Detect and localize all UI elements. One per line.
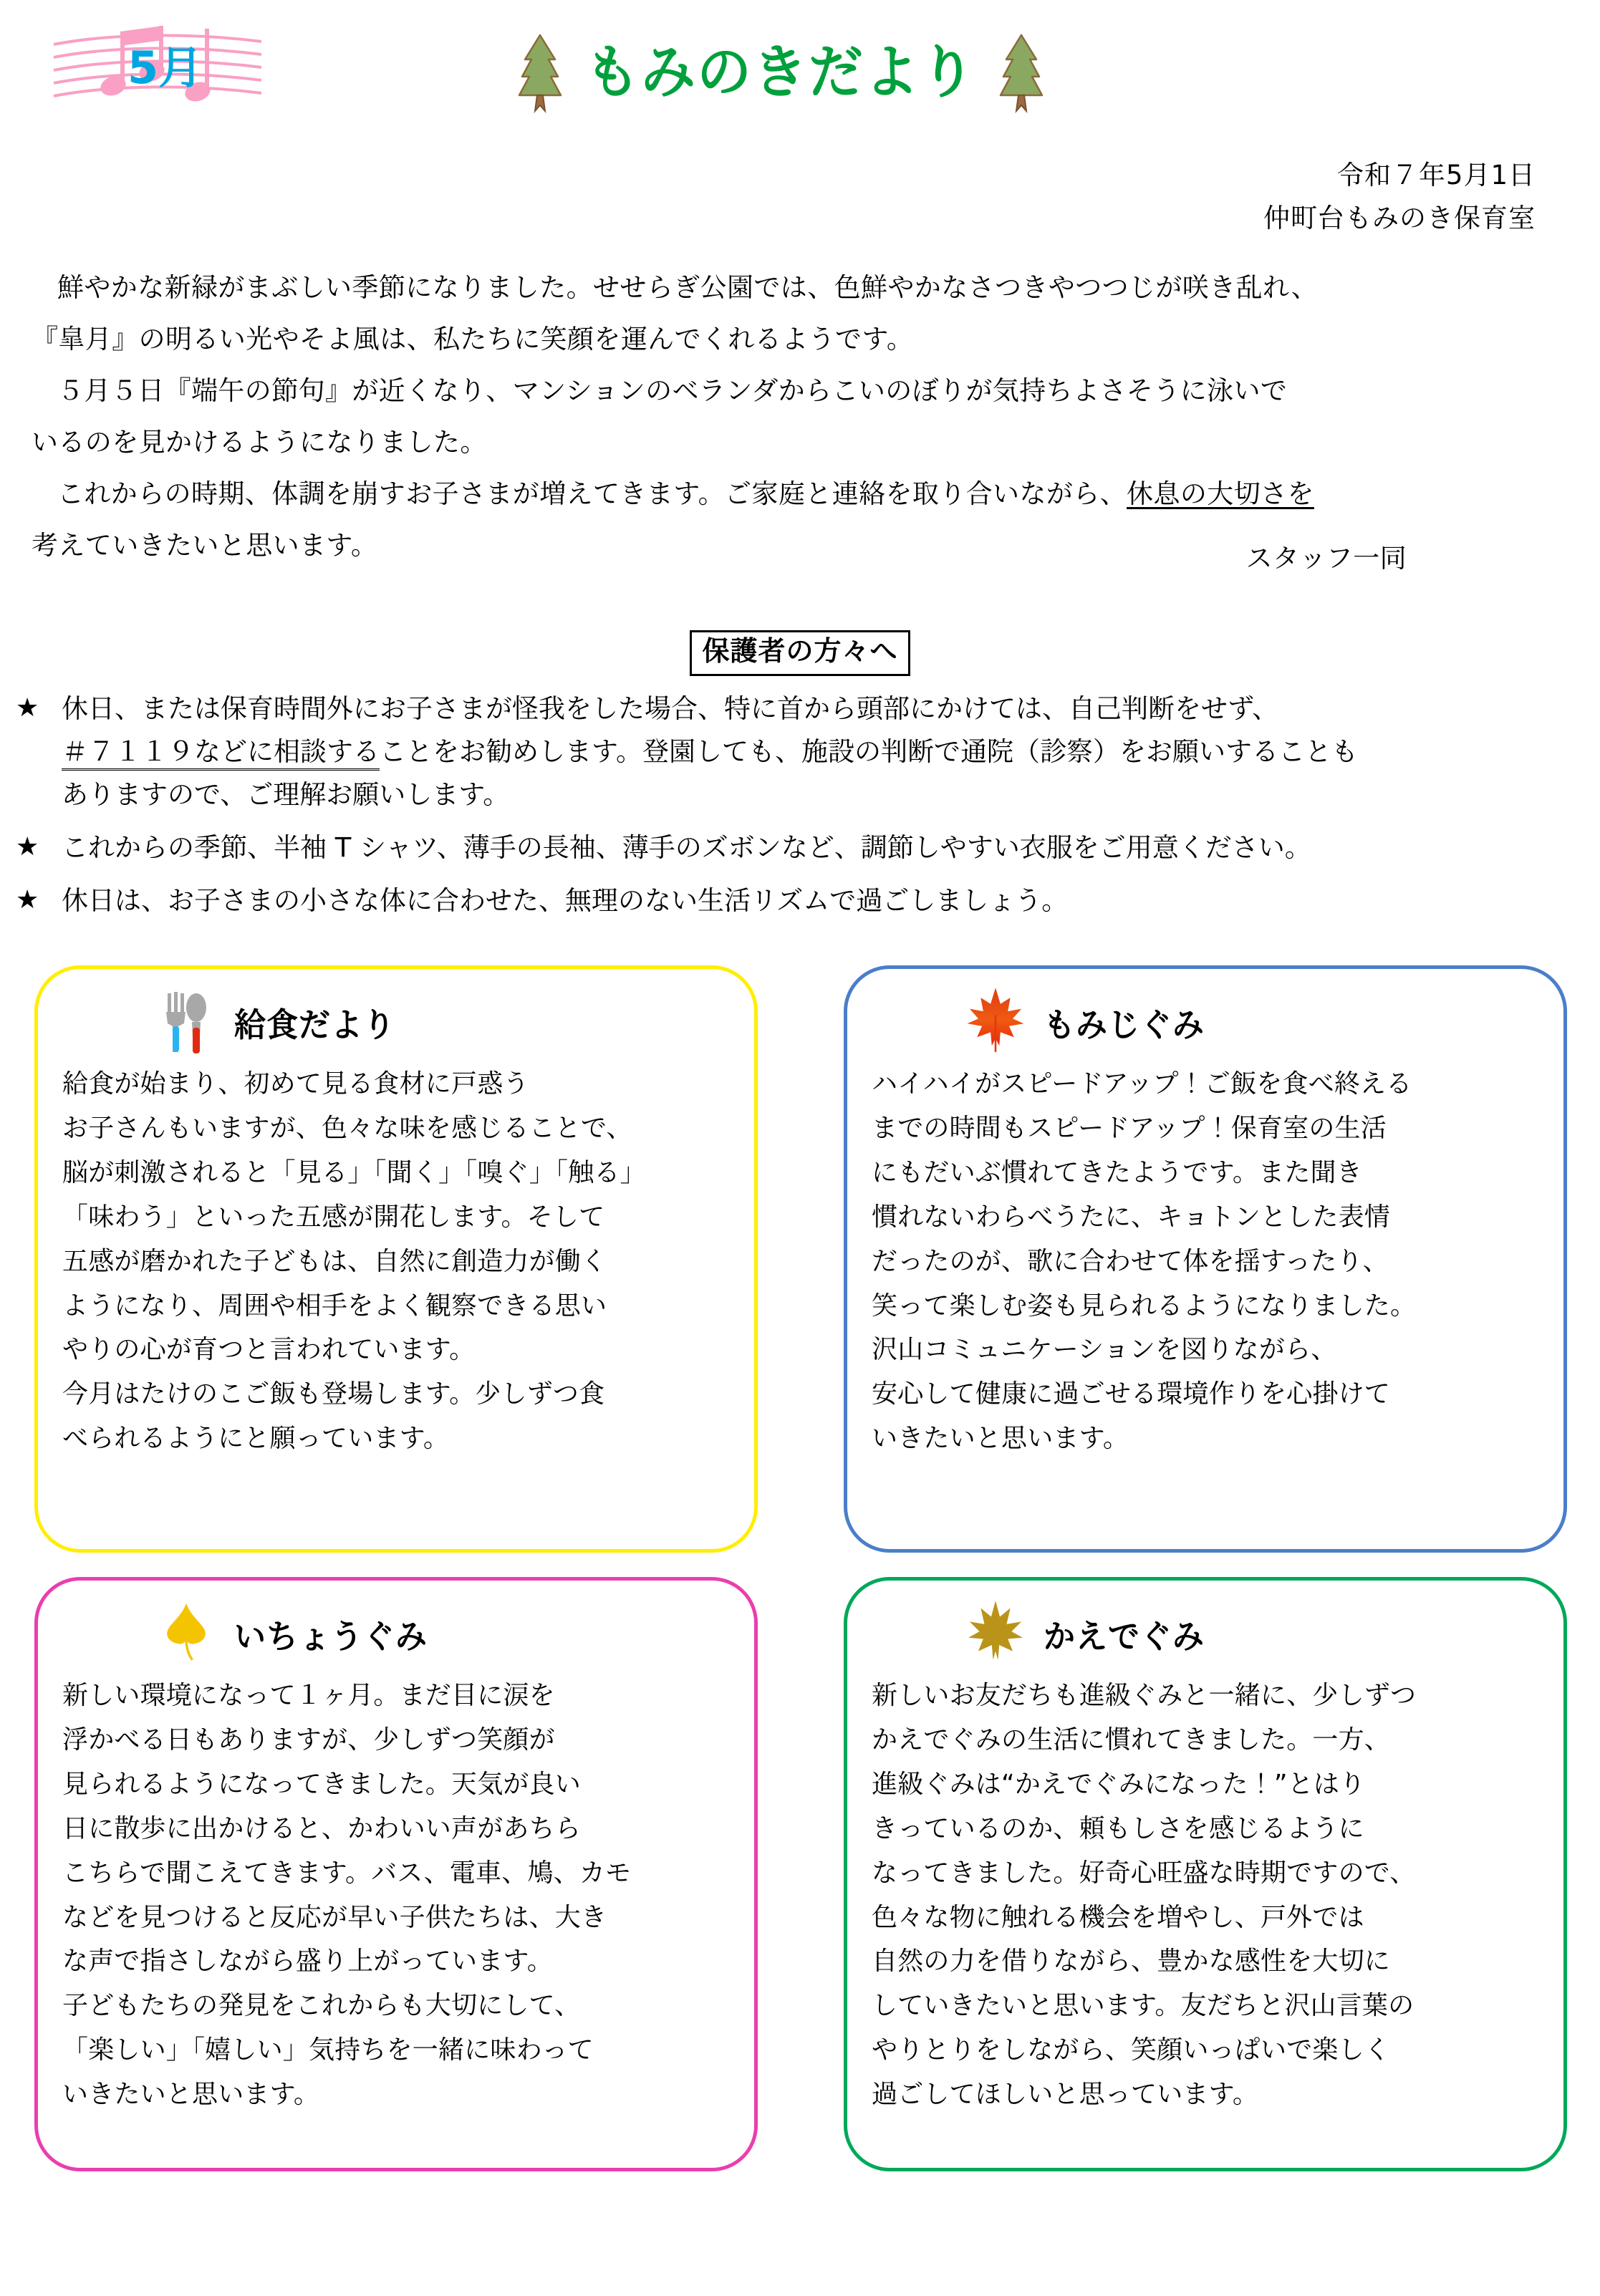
list-item [16, 879, 1584, 922]
list-item-body [62, 688, 1584, 816]
card-title: かえでぐみ [1044, 1618, 1205, 1656]
card-line: かえでぐみの生活に慣れてきました。一方、 [872, 1725, 1391, 1755]
notice-heading: 保護者の方々へ [690, 630, 910, 676]
card-line: 自然の力を借りながら、豊かな感性を大切に [872, 1947, 1391, 1977]
intro-p1-line2: 『皐月』の明るい光やそよ風は、私たちに笑顔を運んでくれるようです。 [32, 323, 914, 354]
card-line: 子どもたちの発見をこれからも大切にして、 [62, 1991, 581, 2021]
newsletter-title-block [501, 26, 1060, 119]
intro-paragraph-1 [32, 266, 1571, 309]
card-line: までの時間もスピードアップ！保育室の生活 [872, 1113, 1387, 1143]
card-line: やりとりをしながら、笑顔いっぱいで楽しく [872, 2035, 1391, 2065]
card-line: していきたいと思います。友だちと沢山言葉の [872, 1991, 1415, 2021]
card-line: 今月はたけのこご飯も登場します。少しずつ食 [62, 1379, 605, 1409]
intro-p2-line2: いるのを見かけるようになりました。 [32, 426, 487, 458]
card-line: な声で指さしながら盛り上がっています。 [62, 1947, 553, 1977]
intro-section [32, 266, 1571, 580]
card-line: 安心して健康に過ごせる環境作りを心掛けて [872, 1379, 1391, 1409]
card-line: 日に散歩に出かけると、かわいい声があちら [62, 1813, 582, 1843]
issue-date: 令和７年5月1日 [1336, 160, 1536, 190]
card-ichou [34, 1577, 758, 2171]
bullet-1-line-3: ありますので、ご理解お願いします。 [62, 778, 510, 810]
fork-and-spoon-icon [155, 986, 217, 1058]
card-line: べられるようにと願っています。 [62, 1424, 450, 1454]
card-line: 過ごしてほしいと思っています。 [872, 2080, 1259, 2110]
card-line: こちらで聞こえてきます。バス、電車、鳩、カモ [62, 1858, 632, 1888]
class-cards-grid [34, 965, 1567, 2171]
card-title: いちょうぐみ [234, 1618, 428, 1656]
intro-paragraph-2 [32, 370, 1571, 413]
notice-heading-wrap [0, 630, 1600, 676]
star-icon: ★ [16, 831, 39, 862]
card-body [872, 1674, 1539, 2117]
intro-p3-underlined: 休息の大切さを [1127, 478, 1314, 509]
list-item [16, 826, 1584, 869]
yellow-ginkgo-leaf-icon [155, 1598, 217, 1670]
intro-paragraph-3 [32, 473, 1571, 516]
card-body [872, 1062, 1539, 1461]
card-title: もみじぐみ [1044, 1006, 1205, 1045]
card-line: 新しい環境になって１ヶ月。まだ目に涙を [62, 1681, 555, 1710]
card-line: にもだいぶ慣れてきたようです。また聞き [872, 1157, 1362, 1187]
intro-p2-line1: ５月５日『端午の節句』が近くなり、マンションのベランダからこいのぼりが気持ちよさそうに泳いで [57, 375, 1288, 406]
gold-maple-leaf-icon [965, 1598, 1026, 1670]
card-line: ようになり、周囲や相手をよく観察できる思い [62, 1291, 607, 1321]
card-line: ハイハイがスピードアップ！ご飯を食べ終える [872, 1069, 1412, 1099]
card-header [62, 985, 730, 1059]
card-body [62, 1062, 730, 1461]
card-line: 「楽しい」「嬉しい」気持ちを一緒に味わって [62, 2035, 594, 2065]
bullet-1-line-1: 休日、または保育時間外にお子さまが怪我をした場合、特に首から頭部にかけては、自己判断をせず、 [62, 693, 1279, 724]
star-icon: ★ [16, 884, 39, 915]
card-line: 新しいお友だちも進級ぐみと一緒に、少しずつ [872, 1681, 1417, 1710]
card-line: 慣れないわらべうたに、キョトンとした表情 [872, 1202, 1391, 1232]
card-line: 見られるようになってきました。天気が良い [62, 1769, 582, 1799]
bullet-1-line-2 [62, 730, 1584, 773]
card-line: 進級ぐみは“かえでぐみになった！”とはり [872, 1769, 1366, 1799]
fir-tree-icon [995, 31, 1048, 114]
card-line: いきたいと思います。 [62, 2080, 320, 2110]
month-logo-label: 5月 [127, 42, 203, 94]
card-line: だったのが、歌に合わせて体を揺すったり、 [872, 1246, 1389, 1276]
issue-meta [1263, 154, 1536, 240]
bullet-1-underlined: ＃７１１９などに相談する [62, 736, 380, 771]
intro-p1-line2-wrap [32, 318, 1571, 361]
card-line: などを見つけると反応が早い子供たちは、大き [62, 1902, 607, 1932]
red-maple-leaf-icon [965, 986, 1026, 1058]
list-item [16, 688, 1584, 816]
music-note-icon [50, 20, 265, 105]
list-item-body [62, 879, 1584, 922]
intro-p3-line2: 考えていきたいと思います。 [32, 529, 378, 561]
signature: スタッフ一同 [1245, 542, 1407, 574]
bullet-1-line-2-rest: ことをお勧めします。登園しても、施設の判断で通院（診察）をお願いすることも [380, 735, 1359, 767]
card-header [872, 985, 1539, 1059]
card-header [62, 1596, 730, 1671]
notice-bullet-list [16, 688, 1584, 932]
card-line: やりの心が育つと言われています。 [62, 1335, 476, 1365]
card-line: きっているのか、頼もしさを感じるように [872, 1813, 1364, 1843]
card-momiji [844, 965, 1567, 1553]
card-line: お子さんもいますが、色々な味を感じることで、 [62, 1113, 632, 1143]
card-kaede [844, 1577, 1567, 2171]
card-line: 給食が始まり、初めて見る食材に戸惑う [62, 1069, 529, 1099]
card-line: 色々な物に触れる機会を増やし、戸外では [872, 1902, 1364, 1932]
intro-p1-line1: 鮮やかな新緑がまぶしい季節になりました。せせらぎ公園では、色鮮やかなさつきやつつじが咲き乱れ、 [57, 272, 1319, 303]
card-line: いきたいと思います。 [872, 1424, 1129, 1454]
card-body [62, 1674, 730, 2117]
card-line: 「味わう」といった五感が開花します。そして [62, 1202, 605, 1232]
star-icon: ★ [16, 693, 39, 723]
issuer-name: 仲町台もみのき保育室 [1263, 202, 1536, 233]
bullet-3-line-1: 休日は、お子さまの小さな体に合わせた、無理のない生活リズムで過ごしましょう。 [62, 884, 1069, 916]
intro-p3-line1-a: これからの時期、体調を崩すお子さまが増えてきます。ご家庭と連絡を取り合いながら、 [57, 478, 1127, 509]
page-title: もみのきだより [585, 38, 976, 106]
list-item-body [62, 826, 1584, 869]
card-line: 浮かべる日もありますが、少しずつ笑顔が [62, 1725, 555, 1755]
card-kyushoku [34, 965, 758, 1553]
card-header [872, 1596, 1539, 1671]
card-line: 五感が磨かれた子どもは、自然に創造力が働く [62, 1246, 607, 1276]
month-logo [50, 20, 265, 105]
card-line: 沢山コミュニケーションを図りながら、 [872, 1335, 1337, 1365]
fir-tree-icon [514, 31, 567, 114]
intro-p2-line2-wrap [32, 421, 1571, 464]
card-title: 給食だより [234, 1006, 395, 1045]
bullet-2-line-1: これからの季節、半袖 T シャツ、薄手の長袖、薄手のズボンなど、調節しやすい衣服をご用意ください。 [62, 831, 1311, 863]
card-line: 脳が刺激されると「見る」「聞く」「嗅ぐ」「触る」 [62, 1157, 646, 1187]
card-line: 笑って楽しむ姿も見られるようになりました。 [872, 1291, 1417, 1321]
card-line: なってきました。好奇心旺盛な時期ですので、 [872, 1858, 1416, 1888]
page-header [0, 0, 1600, 150]
